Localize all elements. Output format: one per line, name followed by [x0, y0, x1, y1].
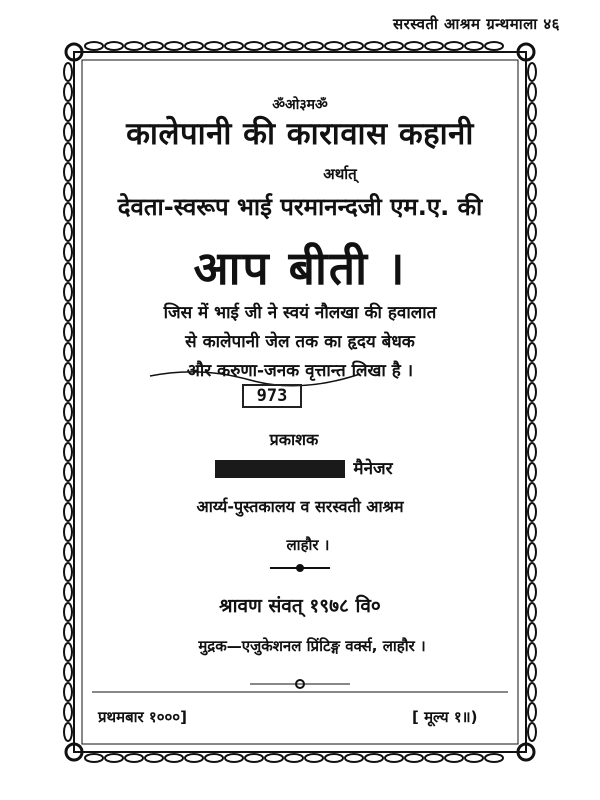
border-link [528, 383, 536, 401]
publisher-label: प्रकाशक [269, 430, 319, 449]
border-link [64, 63, 72, 81]
border-link [465, 754, 483, 762]
border-link [64, 563, 72, 581]
border-link [405, 42, 423, 50]
border-link [64, 403, 72, 421]
border-link [105, 42, 123, 50]
border-link [105, 754, 123, 762]
border-link [528, 563, 536, 581]
border-link [64, 703, 72, 721]
border-link [85, 754, 103, 762]
border-link [225, 42, 243, 50]
border-link [465, 42, 483, 50]
book-title: कालेपानी की कारावास कहानी [126, 116, 474, 152]
border-link [245, 42, 263, 50]
border-link [225, 754, 243, 762]
border-link [64, 663, 72, 681]
border-link [345, 754, 363, 762]
border-link [165, 754, 183, 762]
printer-line: मुद्रक—एजुकेशनल प्रिंटिङ्ग वर्क्स, लाहौर । [198, 637, 426, 655]
border-link [445, 42, 463, 50]
border-link [425, 754, 443, 762]
border-link [64, 683, 72, 701]
border-link [64, 383, 72, 401]
city: लाहौर । [286, 536, 330, 554]
border-link [285, 754, 303, 762]
om-symbol: ॐओ३मॐ [272, 97, 328, 113]
border-link [245, 754, 263, 762]
border-link [528, 703, 536, 721]
series-line: सरस्वती आश्रम ग्रन्थमाला ४६ [392, 15, 560, 33]
publication-date: श्रावण संवत् १९७८ वि० [219, 595, 381, 617]
border-link [445, 754, 463, 762]
border-link [528, 723, 536, 741]
border-link [425, 42, 443, 50]
border-link [365, 42, 383, 50]
border-link [85, 42, 103, 50]
border-link [145, 754, 163, 762]
border-link [305, 42, 323, 50]
border-link [485, 754, 503, 762]
border-link [528, 403, 536, 421]
border-link [405, 754, 423, 762]
border-link [265, 42, 283, 50]
library-stamp: 973 [242, 384, 302, 408]
border-link [325, 754, 343, 762]
description-line-3: और करुणा-जनक वृत्तान्त लिखा है । [186, 361, 414, 381]
arthat-word: अर्थात् [323, 165, 357, 183]
border-link [385, 42, 403, 50]
border-link [145, 42, 163, 50]
edition-info: प्रथमबार १०००] [98, 708, 187, 726]
publisher-line [4, 456, 600, 479]
border-link [64, 723, 72, 741]
description-line-2: से कालेपानी जेल तक का हृदय बेधक [185, 332, 415, 352]
border-link [125, 42, 143, 50]
description-line-1: जिस में भाई जी ने स्वयं नौलखा की हवालात [163, 303, 437, 323]
border-link [345, 42, 363, 50]
border-link [325, 42, 343, 50]
border-link [265, 754, 283, 762]
border-link [528, 663, 536, 681]
border-link [528, 683, 536, 701]
price-info: [ मूल्य १॥) [412, 708, 478, 726]
border-link [125, 754, 143, 762]
subtitle: देवता-स्वरूप भाई परमानन्दजी एम.ए. की [117, 193, 483, 221]
border-link [165, 42, 183, 50]
border-link [528, 63, 536, 81]
border-link [185, 42, 203, 50]
library-name: आर्य्य-पुस्तकालय व सरस्वती आश्रम [196, 497, 404, 516]
border-link [365, 754, 383, 762]
border-link [185, 754, 203, 762]
border-link [285, 42, 303, 50]
redacted-name-block [215, 460, 345, 478]
publisher-suffix: मैनेजर [353, 459, 393, 479]
main-title: आप बीती । [193, 241, 407, 295]
border-link [385, 754, 403, 762]
border-link [205, 42, 223, 50]
border-link [305, 754, 323, 762]
border-link [205, 754, 223, 762]
border-link [485, 42, 503, 50]
